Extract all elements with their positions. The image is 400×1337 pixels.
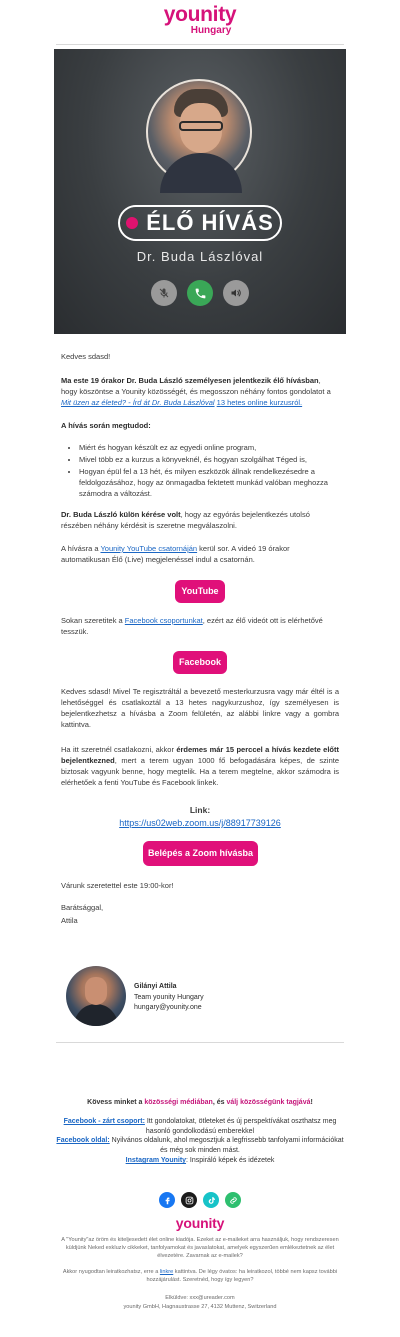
logo-sub: Hungary: [190, 25, 232, 36]
link-label: Link:: [189, 805, 211, 815]
join-community-link[interactable]: válj közösségünk tagjává: [226, 1099, 311, 1106]
ig-text: : Inspiráló képek és idézetek: [186, 1157, 275, 1164]
signature-email: hungary@younity.one: [134, 1004, 202, 1011]
call-controls: [54, 280, 346, 306]
early-join-bold: érdemes már 15 perccel a hívás kezdete előtt bejelentkezned: [61, 745, 339, 765]
sender-first-name: Attila: [61, 916, 78, 925]
unsubscribe-text-a: Akkor nyugodtan leiratkozhatsz, erre a: [62, 1269, 160, 1275]
signature-block: [66, 966, 336, 1032]
unsubscribe-line: [56, 1268, 344, 1284]
youtube-paragraph: [61, 544, 339, 566]
facebook-button[interactable]: Facebook: [173, 651, 227, 674]
early-join-text-b: , mert a terem ugyan 1000 fő befogadására képes, de szinte biztosak vagyunk benne, hogy megtelik. Ha a terem megtelne, akkor számodra is elérhetőek a fenti YouTube és Facebook linkek.: [61, 755, 339, 787]
facebook-text-b: , ezért az élő videót ott is elérhetővé tesszük.: [61, 616, 323, 636]
facebook-paragraph: [61, 616, 339, 638]
youtube-button[interactable]: YouTube: [175, 580, 225, 603]
instagram-icon[interactable]: [181, 1192, 197, 1208]
speaker-avatar: [146, 79, 252, 185]
logo-brand: younity: [163, 3, 237, 26]
signature-info: [134, 982, 204, 1014]
during-title: [61, 421, 339, 432]
social-icons: [0, 1192, 400, 1208]
ig-line: [56, 1156, 344, 1166]
list-item: • Hogyan épül fel a 13 hét, és milyen eszközök állnak rendelkezésedre a feldolgozásához, hogy az önmagadba fektetett munkád valóban meghozza számodra a változást.: [79, 467, 339, 500]
live-call-badge: [118, 205, 282, 241]
follow-text-b: , és: [212, 1099, 227, 1106]
follow-line: [56, 1098, 344, 1108]
social-media-link[interactable]: közösségi médiában: [144, 1099, 213, 1106]
waiting-text: Várunk szeretettel este 19:00-kor!: [61, 881, 174, 890]
live-dot-icon: [126, 217, 138, 229]
youtube-channel-link[interactable]: Younity YouTube csatornáján: [100, 544, 198, 553]
youtube-text-b: kerül sor. A videó 19 órakor automatikusan Élő (Live) megjelenéssel indul a csatornán.: [61, 544, 290, 564]
youtube-text-a: A hívásra a: [61, 544, 101, 553]
company-address: younity GmbH, Hagnaustrasse 27, 4132 Muttenz, Switzerland: [123, 1304, 277, 1310]
signature-team: Team younity Hungary: [134, 993, 204, 1001]
sent-by-line: Elküldve: xxx@ureader.com: [165, 1295, 235, 1301]
signature-name: Gilányi Attila: [134, 983, 177, 990]
hero-speaker-name: Dr. Buda Lászlóval: [136, 249, 264, 264]
course-link-title[interactable]: Mit üzen az életed? - Írd át Dr. Buda Lászlóval: [61, 397, 215, 407]
zoom-join-button[interactable]: Belépés a Zoom hívásba: [143, 841, 258, 866]
fb-group-line: [56, 1117, 344, 1137]
divider-bottom: [56, 1042, 344, 1043]
divider-top: [56, 44, 344, 45]
hero-banner[interactable]: [54, 49, 346, 334]
speaker-icon: [223, 280, 249, 306]
facebook-group-link[interactable]: Facebook csoportunkat: [124, 616, 203, 625]
zoom-intro-paragraph: Kedves sdasd! Mivel Te regisztráltál a bevezető mesterkurzusra vagy már éltél is a lehetőséggel és csatlakoztál a 13 hetes nagykurzushoz, így személyesen is bejelentkezhetsz a hívásba a Zoom felületén, az alábbi linkre vagy a gombra kattintva.: [61, 687, 339, 729]
footer-logo[interactable]: younity: [175, 1215, 225, 1231]
live-call-label: ÉLŐ HÍVÁS: [146, 210, 274, 236]
link-icon[interactable]: [225, 1192, 241, 1208]
signature-avatar: [66, 966, 126, 1026]
phone-icon: [187, 280, 213, 306]
unsubscribe-link[interactable]: linkre: [159, 1269, 174, 1275]
younity-logo[interactable]: [0, 4, 400, 36]
regards-text: Barátsággal,: [61, 903, 104, 912]
facebook-text-a: Sokan szeretitek a: [61, 616, 125, 625]
list-item: • Miért és hogyan készült ez az egyedi online program,: [79, 443, 339, 454]
greeting: Kedves sdasd!: [61, 352, 111, 361]
fb-group-link[interactable]: Facebook - zárt csoport:: [63, 1118, 145, 1125]
unsubscribe-text-b: kattintva. De légy óvatos: ha leiratkozol, többé nem kapsz további hozzájárulást. Szeretnéd, hogy így legyen?: [146, 1269, 338, 1284]
course-link-weeks[interactable]: 13 hetes online kurzusról.: [216, 397, 303, 407]
questions-bold: Dr. Buda László külön kérése volt: [61, 510, 181, 519]
facebook-icon[interactable]: [159, 1192, 175, 1208]
questions-text: , hogy az egyórás bejelentkezés utolsó részében néhány kérdésit is szeretne megválaszolni.: [61, 510, 310, 530]
intro-paragraph: [61, 376, 339, 409]
zoom-url-link[interactable]: https://us02web.zoom.us/j/88917739126: [119, 818, 281, 828]
during-title-text: A hívás során megtudod:: [61, 421, 151, 430]
instagram-link[interactable]: Instagram Younity: [125, 1157, 187, 1164]
intro-text: , hogy köszöntse a Younity közösségét, és megosszon néhány fontos gondolatot a: [61, 376, 331, 396]
footer-about: A "Younity"az öröm és kiteljesedett élet online kiadója. Ezeket az e-maileket arra használjuk, hogy rendszeresen küldjünk Neked exkluzív cikkeket, tanfolyamokat és javaslatokat, amelyek egyszerűen emlékeztetnek az élet élvezetére. Zavarnak az e-mailek?: [61, 1237, 339, 1260]
follow-text-a: Kövess minket a: [87, 1099, 145, 1106]
early-join-paragraph: [61, 745, 339, 789]
questions-paragraph: [61, 510, 339, 532]
follow-text-c: !: [310, 1099, 313, 1106]
mic-off-icon: [151, 280, 177, 306]
tiktok-icon[interactable]: [203, 1192, 219, 1208]
fb-page-text: Nyilvános oldalunk, ahol megosztjuk a legfrissebb tanfolyami információkat és még sok minden mást.: [109, 1137, 344, 1155]
list-item: • Mivel több ez a kurzus a könyveknél, és hogyan szolgálhat Téged is,: [79, 455, 339, 466]
fb-group-text: Itt gondolatokat, ötleteket és új perspektívákat oszthatsz meg hasonló gondolkodású emberekkel: [144, 1118, 337, 1136]
fb-page-line: [56, 1136, 344, 1156]
fb-page-link[interactable]: Facebook oldal:: [56, 1137, 110, 1144]
early-join-text-a: Ha itt szeretnél csatlakozni, akkor: [61, 745, 177, 754]
topics-list: [61, 443, 339, 500]
intro-bold: Ma este 19 órakor Dr. Buda László személyesen jelentkezik élő hívásban: [61, 376, 319, 385]
zoom-url-wrap: [61, 817, 339, 830]
